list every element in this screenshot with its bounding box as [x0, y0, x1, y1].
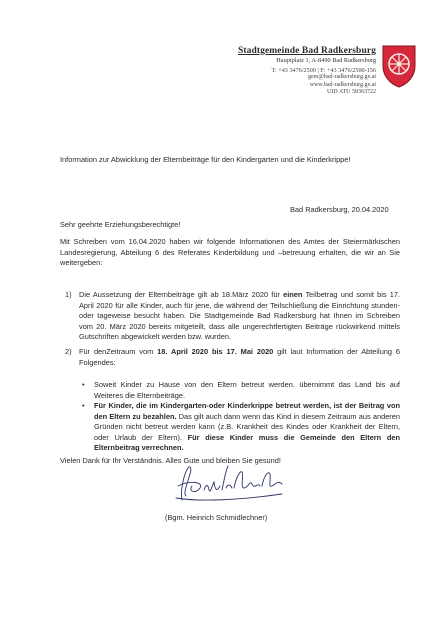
list-item-number: 2): [65, 347, 72, 356]
bullet-text: Soweit Kinder zu Hause von den Eltern betreut werden. übernimmt das Land bis auf Weiteres die Elternbeiträge.: [94, 380, 400, 400]
coat-of-arms-icon: [381, 44, 417, 88]
list-item-text: [79, 290, 400, 343]
handwritten-signature: [170, 460, 290, 506]
bullet-icon: •: [82, 380, 85, 389]
letterhead-org: Stadtgemeinde Bad Radkersburg: [237, 46, 376, 56]
letterhead-uid: UID ATU 58363722: [327, 89, 376, 96]
list-item: [65, 347, 400, 368]
intro-paragraph: Mit Schreiben vom 16.04.2020 haben wir folgende Informationen des Amtes der Steiermärkischen Landesregierung, Abteilung 6 des Referates Kinderbildung und –betreuung erhalten, die wir an Sie weitergeben:: [60, 237, 400, 267]
bullet-item: [82, 380, 400, 401]
bullet-text-bold: Für Kinder, die im Kindergarten-oder Kinderkrippe betreut werden, ist der Beitrag von den Eltern zu bezahlen.: [94, 401, 400, 421]
bullet-item: [82, 401, 400, 454]
list-item: [65, 290, 400, 343]
list-item-text: [79, 347, 400, 368]
letterhead-web: www.bad-radkersburg.gv.at: [309, 81, 376, 88]
item-text-bold: einen: [283, 290, 303, 299]
list-item-number: 1): [65, 290, 72, 299]
bullet-text: Das gilt auch dann wenn das Kind in diesem Zeitraum aus anderen Gründen nicht betreut werden kann (z.B. Krankheit des Kindes oder Krankheit der Eltern, oder Urlaub der Eltern).: [94, 411, 400, 442]
letter-subject: Information zur Abwicklung der Elternbeiträge für den Kindergarten und die Kinderkrippe!: [60, 155, 351, 164]
letterhead: [188, 46, 376, 97]
item-text-part: Für denZeitraum vom: [79, 347, 158, 356]
bullet-icon: •: [82, 401, 85, 410]
item-text-bold: 18. April 2020 bis 17. Mai 2020: [157, 347, 274, 356]
letterhead-address: Hauptplatz 1, A-8490 Bad Radkersburg: [276, 57, 376, 64]
bullet-text-bold: Für diese Kinder muss die Gemeinde den Eltern den Elternbeitrag verrechnen.: [94, 432, 400, 452]
salutation: Sehr geehrte Erziehungsberechtigte!: [60, 220, 181, 229]
item-text-part: Die Aussetzung der Elternbeiträge gilt ab 18.März 2020 für: [79, 290, 284, 299]
letterhead-email: gem@bad-radkersburg.gv.at: [307, 74, 376, 81]
letter-date: Bad Radkersburg, 20.04.2020: [290, 205, 389, 214]
item-text-part: gilt laut Information der Abteilung 6 Folgendes:: [79, 347, 401, 367]
closing-line: Vielen Dank für Ihr Verständnis. Alles Gute und bleiben Sie gesund!: [60, 456, 281, 465]
item-text-part: Teilbetrag und somit bis 17. April 2020 für alle Kinder, auch für jene, die während der Teilschließung die Einrichtung stunden-oder tageweise besucht haben. Die Stadtgemeinde Bad Radkersburg hat Ihnen im Schreiben vom 20. März 2020 bereits mitgeteilt, dass alle ungerechtfertigten Beiträge rückwirkend mittels Gutschriften abgewickelt werden bzw. wurden.: [79, 290, 400, 341]
signatory-name: (Bgm. Heinrich Schmidlechner): [165, 513, 268, 522]
letterhead-tel: T: +43 3476/2500 | F: +43 3476/2500-156: [271, 66, 376, 74]
